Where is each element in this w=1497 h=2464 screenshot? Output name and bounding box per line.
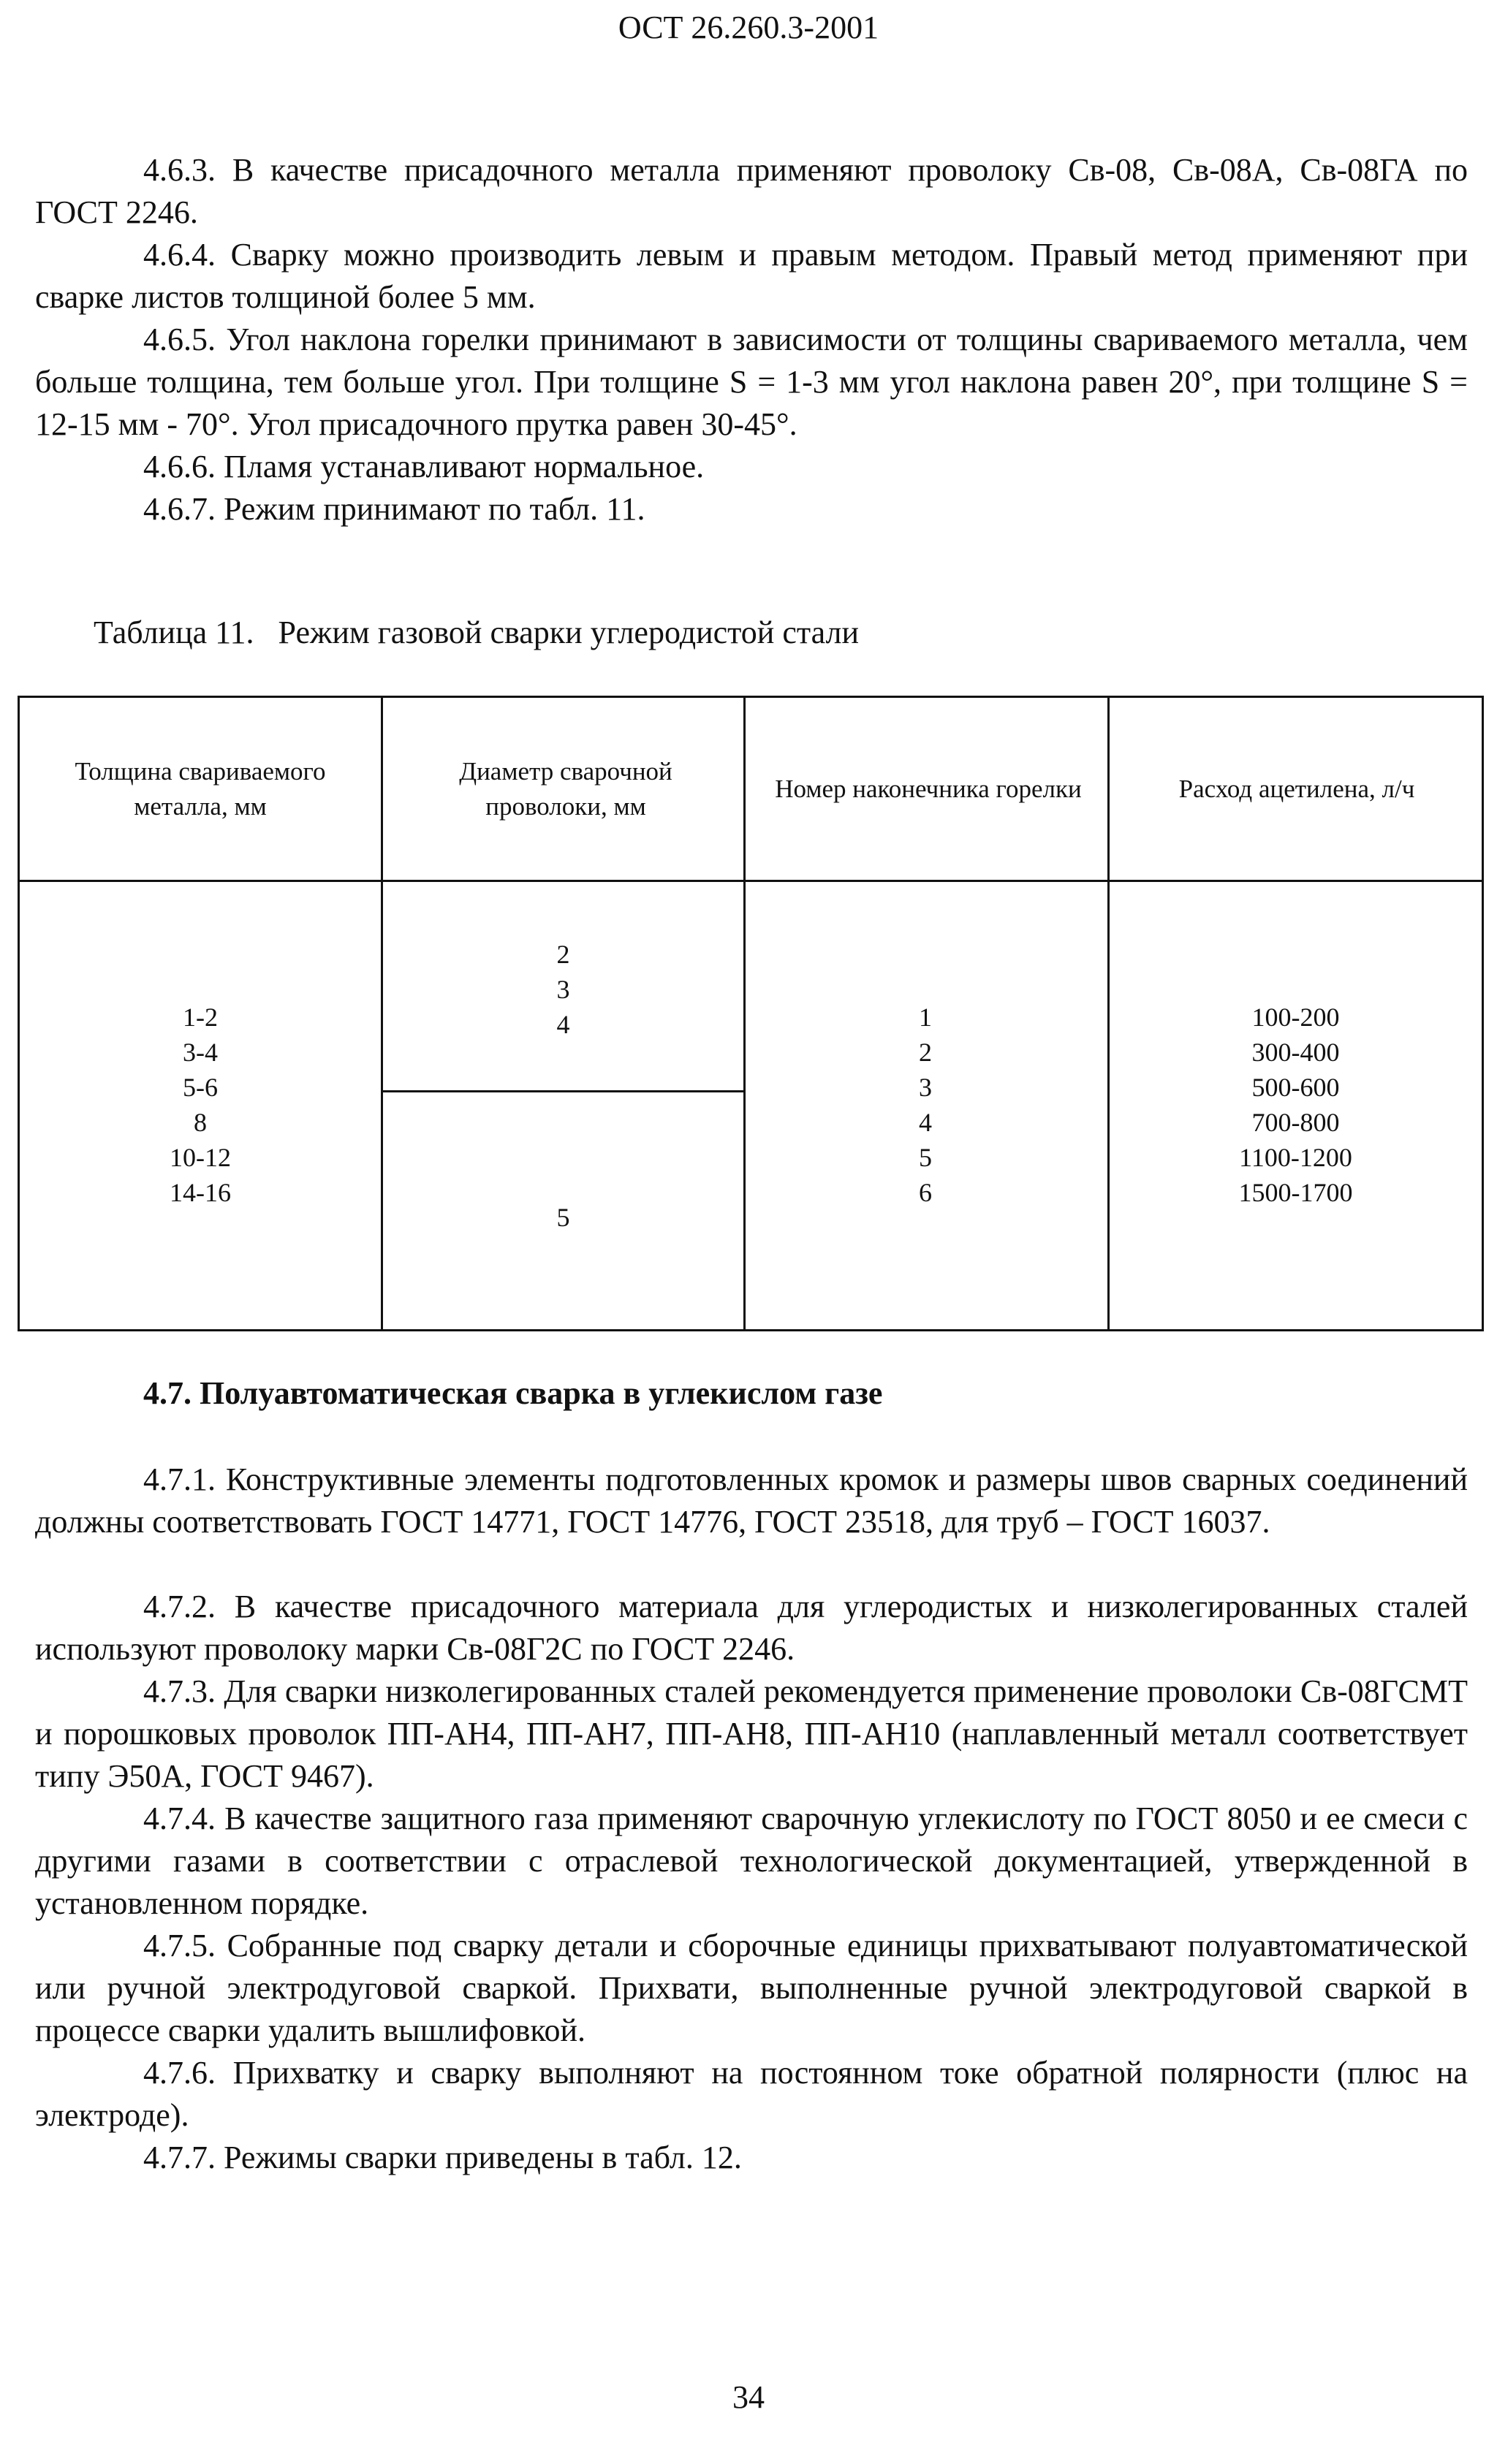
table-cell: 8 xyxy=(194,1108,207,1137)
table-cell: 10-12 xyxy=(170,1143,231,1172)
table-cell: 1500-1700 xyxy=(1238,1178,1353,1207)
section-title: 4.7. Полуавтоматическая сварка в углекислом газе xyxy=(143,1375,883,1411)
table-cell: 4 xyxy=(556,1010,570,1039)
paragraph-4-6-5: 4.6.5. Угол наклона горелки принимают в зависимости от толщины свариваемого металла, чем больше толщина, тем больше угол. При толщине S = 1-3 мм угол наклона равен 20°, при толщине S = 12-15 мм - 70°. Угол присадочного прутка равен 30-45°. xyxy=(35,322,1468,442)
table-cell: 5 xyxy=(919,1143,932,1172)
table-cell: 3-4 xyxy=(183,1038,218,1067)
table-cell: 1 xyxy=(919,1003,932,1032)
table-cell: 700-800 xyxy=(1251,1108,1340,1137)
paragraph-4-7-6: 4.7.6. Прихватку и сварку выполняют на постоянном токе обратной полярности (плюс на электроде). xyxy=(35,2055,1468,2133)
table-header-thickness: Толщина свариваемого металла, мм xyxy=(75,756,326,821)
table-caption: Таблица 11. Режим газовой сварки углеродистой стали xyxy=(94,615,860,650)
table-header-wire-diameter: Диаметр сварочной проволоки, мм xyxy=(459,756,672,821)
paragraph-4-6-4: 4.6.4. Сварку можно производить левым и правым методом. Правый метод применяют при сварке листов толщиной более 5 мм. xyxy=(35,237,1468,315)
paragraph-4-7-2: 4.7.2. В качестве присадочного материала для углеродистых и низколегированных сталей используют проволоку марки Св-08Г2С по ГОСТ 2246. xyxy=(35,1589,1468,1667)
table-cell: 3 xyxy=(919,1073,932,1102)
paragraph-4-7-7: 4.7.7. Режимы сварки приведены в табл. 12. xyxy=(143,2140,742,2175)
paragraph-4-7-4: 4.7.4. В качестве защитного газа применяют сварочную углекислоту по ГОСТ 8050 и ее смеси с другими газами в соответствии с отраслевой технологической документацией, утвержденной в установленном порядке. xyxy=(35,1801,1468,1921)
table-cell: 4 xyxy=(919,1108,932,1137)
table-cell-divider xyxy=(381,1090,746,1092)
table-border-bottom xyxy=(18,1329,1484,1331)
table-cell: 1100-1200 xyxy=(1239,1143,1352,1172)
paragraph-4-7-3: 4.7.3. Для сварки низколегированных сталей рекомендуется применение проволоки Св-08ГСМТ и порошковых проволок ПП-АН4, ПП-АН7, ПП-АН8, ПП-АН10 (наплавленный металл соответствует типу Э50А, ГОСТ 9467). xyxy=(35,1673,1468,1794)
table-cell: 3 xyxy=(556,975,570,1004)
table-cell: 100-200 xyxy=(1251,1003,1340,1032)
table-cell: 5 xyxy=(556,1203,570,1232)
paragraph-4-6-3: 4.6.3. В качестве присадочного металла применяют проволоку Св-08, Св-08А, Св-08ГА по ГОСТ 2246. xyxy=(35,152,1468,230)
table-header-tip-number: Номер наконечника горелки xyxy=(775,774,1082,803)
table-cell: 2 xyxy=(919,1038,932,1067)
table-cell: 5-6 xyxy=(183,1073,218,1102)
table-cell: 2 xyxy=(556,940,570,969)
paragraph-4-6-6: 4.6.6. Пламя устанавливают нормальное. xyxy=(143,449,705,484)
table-header-acetylene: Расход ацетилена, л/ч xyxy=(1178,774,1415,803)
table-cell: 300-400 xyxy=(1251,1038,1340,1067)
paragraph-4-7-1: 4.7.1. Конструктивные элементы подготовленных кромок и размеры швов сварных соединений должны соответствовать ГОСТ 14771, ГОСТ 14776, ГОСТ 23518, для труб – ГОСТ 16037. xyxy=(35,1461,1468,1540)
tip-number-values xyxy=(743,1000,1107,1210)
wire-diameter-upper xyxy=(381,937,746,1042)
document-header: ОСТ 26.260.3-2001 xyxy=(618,9,879,45)
table-cell: 500-600 xyxy=(1251,1073,1340,1102)
paragraph-4-6-7: 4.6.7. Режим принимают по табл. 11. xyxy=(143,491,645,527)
page-number: 34 xyxy=(732,2379,765,2415)
wire-diameter-lower xyxy=(381,1200,746,1235)
table-cell: 1-2 xyxy=(183,1003,218,1032)
thickness-values xyxy=(18,1000,383,1210)
table-cell: 14-16 xyxy=(170,1178,231,1207)
acetylene-values xyxy=(1107,1000,1484,1210)
paragraph-4-7-5: 4.7.5. Собранные под сварку детали и сборочные единицы прихватывают полуавтоматической или ручной электродуговой сваркой. Прихвати, выполненные ручной электродуговой сваркой в процессе сварки удалить вышлифовкой. xyxy=(35,1928,1468,2048)
table-cell: 6 xyxy=(919,1178,932,1207)
